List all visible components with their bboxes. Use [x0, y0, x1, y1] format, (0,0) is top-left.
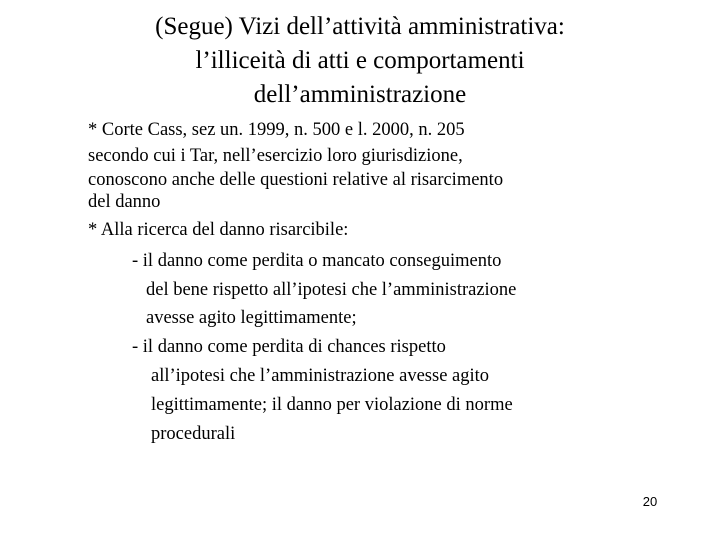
body-line-10: all’ipotesi che l’amministrazione avesse agito: [151, 366, 490, 386]
title-line-1: (Segue) Vizi dell’attività amministrativa:: [155, 13, 565, 40]
page-number: 20: [642, 494, 658, 509]
body-line-2: secondo cui i Tar, nell’esercizio loro giurisdizione,: [88, 146, 463, 166]
body-line-5: * Alla ricerca del danno risarcibile:: [88, 220, 349, 240]
title-line-3: dell’amministrazione: [253, 81, 467, 108]
title-line-2: l’illiceità di atti e comportamenti: [195, 47, 525, 74]
body-line-6: - il danno come perdita o mancato conseguimento: [132, 251, 502, 271]
body-line-7: del bene rispetto all’ipotesi che l’amministrazione: [146, 280, 517, 300]
body-line-11: legittimamente; il danno per violazione di norme: [151, 395, 513, 415]
body-line-12: procedurali: [151, 424, 236, 444]
body-line-8: avesse agito legittimamente;: [146, 308, 357, 328]
body-line-4: del danno: [88, 192, 161, 212]
body-line-9: - il danno come perdita di chances rispetto: [132, 337, 446, 357]
body-line-3: conoscono anche delle questioni relative al risarcimento: [88, 170, 504, 190]
body-line-1: * Corte Cass, sez un. 1999, n. 500 e l. 2000, n. 205: [88, 120, 465, 140]
